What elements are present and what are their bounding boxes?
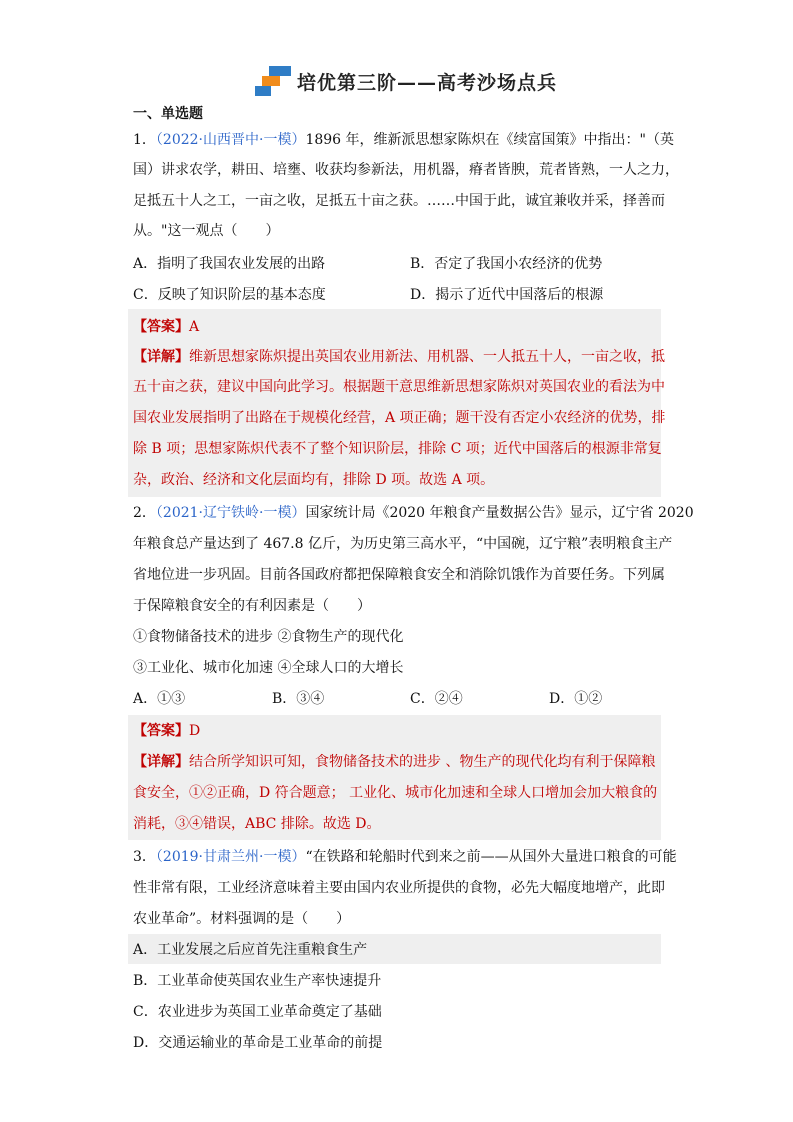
q1-answer-block (128, 309, 661, 497)
q1-stem-line-2: 国）讲求农学，耕田、培壅、收获均参新法，用机器，瘠者皆腴，荒者皆熟，一人之力， (133, 162, 679, 178)
page-title: 培优第三阶——高考沙场点兵 (297, 71, 558, 94)
stairs-logo-icon (255, 64, 295, 98)
q2-option-c: C．②④ (410, 691, 463, 707)
q3-stem-line-3: 农业革命”。材料强调的是（ ） (133, 911, 351, 927)
q2-detail-line-1: 【详解】结合所学知识可知，食物储备技术的进步 、物生产的现代化均有利于保障粮 (133, 754, 656, 770)
q2-stem-line-3: 省地位进一步巩固。目前各国政府都把保障粮食安全和消除饥饿作为首要任务。下列属 (133, 567, 665, 583)
q2-answer: 【答案】D (133, 723, 201, 739)
q2-item-line-1: ①食物储备技术的进步 ②食物生产的现代化 (133, 629, 404, 645)
q1-detail-line-1: 【详解】维新思想家陈炽提出英国农业用新法、用机器、一人抵五十人，一亩之收，抵 (133, 349, 665, 365)
q2-stem-line-4: 于保障粮食安全的有利因素是（ ） (133, 598, 371, 614)
page-header (255, 64, 557, 98)
q2-stem-line-1: 2．（2021·辽宁铁岭·一模）国家统计局《2020 年粮食产量数据公告》显示，辽宁省 2020 (133, 505, 694, 521)
q2-detail-line-2: 食安全，①②正确，D 符合题意； 工业化、城市化加速和全球人口增加会加大粮食的 (133, 785, 658, 801)
q3-option-d: D．交通运输业的革命是工业革命的前提 (133, 1035, 383, 1051)
q3-stem-line-2: 性非常有限，工业经济意味着主要由国内农业所提供的食物，必先大幅度地增产，此即 (133, 880, 665, 896)
q1-detail-line-4: 除 B 项；思想家陈炽代表不了整个知识阶层，排除 C 项；近代中国落后的根源非常复 (133, 441, 662, 457)
q3-option-c: C．农业进步为英国工业革命奠定了基础 (133, 1004, 382, 1020)
q3-option-a: A．工业发展之后应首先注重粮食生产 (133, 942, 368, 958)
q2-stem-line-2: 年粮食总产量达到了 467.8 亿斤，为历史第三高水平，“中国碗，辽宁粮”表明粮食主产 (133, 536, 673, 552)
q1-option-d: D．揭示了近代中国落后的根源 (410, 287, 604, 303)
q2-source: （2021·辽宁铁岭·一模） (155, 505, 306, 521)
section-title: 一、单选题 (133, 106, 203, 122)
q1-option-c: C．反映了知识阶层的基本态度 (133, 287, 326, 303)
q3-option-b: B．工业革命使英国农业生产率快速提升 (133, 973, 382, 989)
q1-detail-line-5: 杂，政治、经济和文化层面均有，排除 D 项。故选 A 项。 (133, 472, 495, 488)
q3-source: （2019·甘肃兰州·一模） (155, 849, 306, 865)
q1-detail-line-3: 国农业发展指明了出路在于规模化经营，A 项正确；题干没有否定小农经济的优势，排 (133, 410, 666, 426)
q1-stem-line-1: 1．（2022·山西晋中·一模）1896 年，维新派思想家陈炽在《续富国策》中指出："（英 (133, 132, 674, 148)
q1-detail-line-2: 五十亩之获，建议中国向此学习。根据题干意思维新思想家陈炽对英国农业的看法为中 (133, 379, 665, 395)
q2-detail-line-3: 消耗，③④错误，ABC 排除。故选 D。 (133, 816, 381, 832)
q1-option-a: A．指明了我国农业发展的出路 (133, 256, 326, 272)
q1-answer: 【答案】A (133, 319, 200, 335)
q2-option-a: A．①③ (133, 691, 186, 707)
q1-option-b: B．否定了我国小农经济的优势 (410, 256, 603, 272)
q2-option-b: B．③④ (272, 691, 325, 707)
q1-source: （2022·山西晋中·一模） (155, 132, 306, 148)
q1-stem-line-3: 足抵五十人之工，一亩之收，足抵五十亩之获。……中国于此，诚宜兼收并采，择善而 (133, 193, 665, 209)
q2-item-line-2: ③工业化、城市化加速 ④全球人口的大增长 (133, 660, 404, 676)
q1-stem-line-4: 从。"这一观点（ ） (133, 223, 280, 239)
q3-stem-line-1: 3．（2019·甘肃兰州·一模）“在铁路和轮船时代到来之前——从国外大量进口粮食的可能 (133, 849, 677, 865)
q2-option-d: D．①② (549, 691, 603, 707)
